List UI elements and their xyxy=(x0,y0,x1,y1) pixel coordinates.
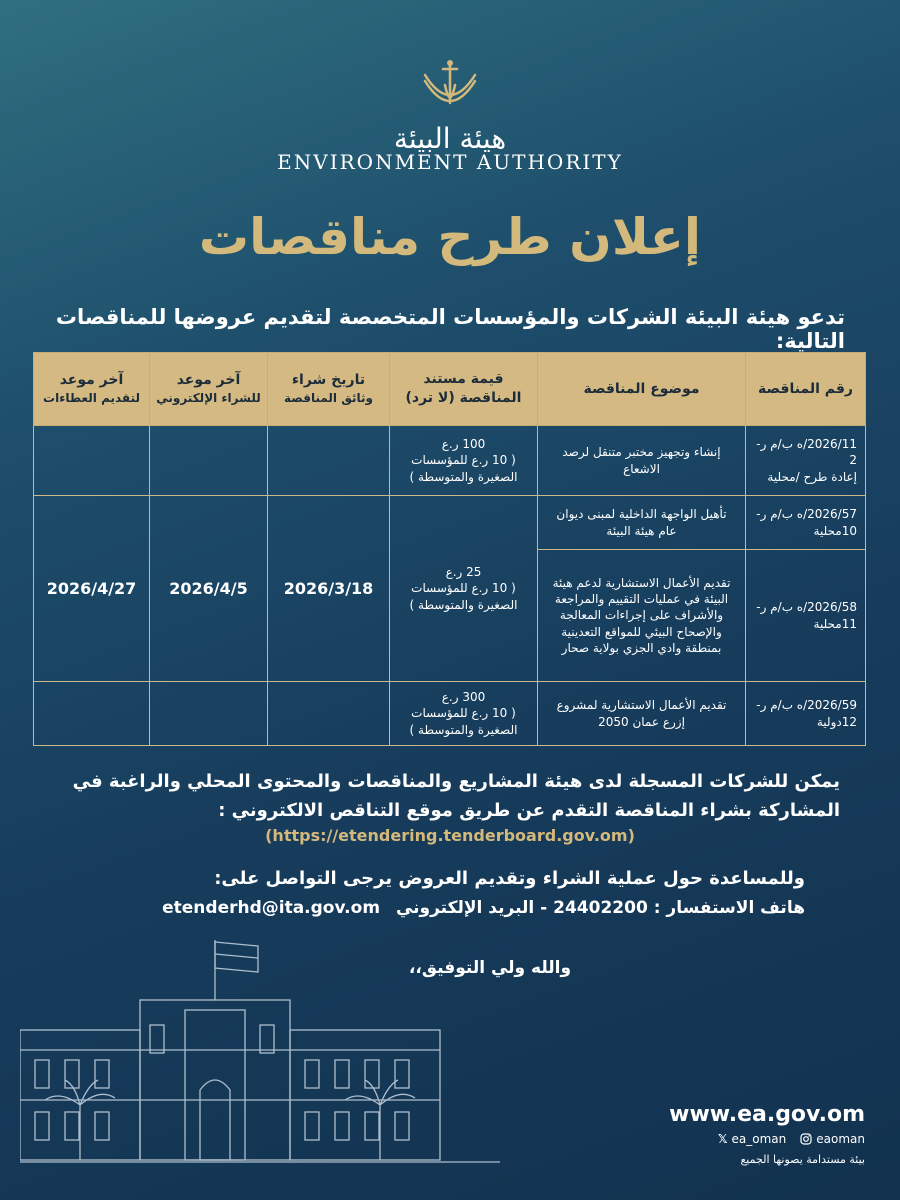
tender-number-line2: 12دولية xyxy=(816,714,857,729)
header-submit-line2: لتقديم العطاءات xyxy=(43,391,140,406)
tender-fee xyxy=(390,426,538,496)
tender-epurchase-date: 2026/4/5 xyxy=(150,496,268,682)
help-text: وللمساعدة حول عملية الشراء وتقديم العروض يرجى التواصل على: xyxy=(214,868,805,889)
tender-purchase-date xyxy=(268,426,390,496)
email-address[interactable]: etenderhd@ita.gov.om xyxy=(162,898,381,918)
header-fee xyxy=(390,353,538,426)
phone-label: هاتف الاستفسار : xyxy=(653,898,805,918)
registration-note: يمكن للشركات المسجلة لدى هيئة المشاريع والمناقصات والمحتوى المحلي والراغبة في المشاركة بشراء المناقصة التقدم عن طريق موقع التناقص الالكتروني : xyxy=(72,771,840,821)
tender-fee-shared xyxy=(390,496,538,682)
header-purchase xyxy=(268,353,390,426)
separator: - xyxy=(534,898,548,918)
table-row xyxy=(34,426,866,496)
header-submit-line1: آخر موعد xyxy=(59,372,124,389)
header-submit xyxy=(34,353,150,426)
x-handle-text: ea_oman xyxy=(731,1132,787,1146)
tender-epurchase-date xyxy=(150,682,268,746)
tender-fee-line1: 25 ر.ع xyxy=(445,565,482,580)
phone-number[interactable]: 24402200 xyxy=(553,898,648,918)
tender-epurchase-date xyxy=(150,426,268,496)
social-handles xyxy=(718,1132,865,1146)
contact-line xyxy=(85,898,805,918)
intro-text: تدعو هيئة البيئة الشركات والمؤسسات المتخصصة لتقديم عروضها للمناقصات التالية: xyxy=(55,305,845,353)
header-epurchase xyxy=(150,353,268,426)
page-title: إعلان طرح مناقصات xyxy=(198,208,702,266)
tenders-table xyxy=(33,352,866,746)
tender-fee-line2: ( 10 ر.ع للمؤسسات الصغيرة والمتوسطة ) xyxy=(409,453,518,484)
table-row xyxy=(34,682,866,746)
instagram-handle-text: eaoman xyxy=(816,1132,865,1146)
tender-number xyxy=(746,550,866,682)
tender-number xyxy=(746,426,866,496)
logo-arabic: هيئة البيئة xyxy=(393,122,507,155)
tender-number-line2: إعادة طرح /محلية xyxy=(767,469,857,484)
tender-subject: تأهيل الواجهة الداخلية لمبنى ديوان عام هيئة البيئة xyxy=(538,496,746,550)
instagram-handle[interactable] xyxy=(800,1132,865,1146)
header-number: رقم المناقصة xyxy=(746,353,866,426)
tender-fee xyxy=(390,682,538,746)
khanjar-emblem-icon xyxy=(0,55,900,129)
tender-number-line1: 2026/59/ه ب/م ر- xyxy=(756,698,857,713)
header-epurchase-line1: آخر موعد xyxy=(176,372,241,389)
website-link[interactable]: www.ea.gov.om xyxy=(669,1102,865,1127)
tender-fee-line2: ( 10 ر.ع للمؤسسات الصغيرة والمتوسطة ) xyxy=(409,706,518,737)
tender-number-line1: 2026/11/ه ب/م ر- 2 xyxy=(756,437,857,468)
tender-submit-date: 2026/4/27 xyxy=(34,496,150,682)
slogan: بيئة مستدامة يصونها الجميع xyxy=(740,1153,865,1166)
table-header-row xyxy=(34,353,866,426)
table-row xyxy=(34,496,866,550)
header-fee-line2: المناقصة (لا ترد) xyxy=(405,390,522,406)
tender-number-line2: 11محلية xyxy=(813,616,857,631)
tender-number xyxy=(746,682,866,746)
logo-english: ENVIRONMENT AUTHORITY xyxy=(277,150,623,174)
tender-submit-date xyxy=(34,426,150,496)
header-subject: موضوع المناقصة xyxy=(538,353,746,426)
x-icon: 𝕏 xyxy=(717,1132,728,1146)
tender-fee-line2: ( 10 ر.ع للمؤسسات الصغيرة والمتوسطة ) xyxy=(409,581,518,612)
tender-number xyxy=(746,496,866,550)
tender-submit-date xyxy=(34,682,150,746)
header-fee-line1: قيمة مستند xyxy=(423,371,504,388)
tender-fee-line1: 100 ر.ع xyxy=(441,437,486,452)
building-illustration xyxy=(20,940,580,1174)
x-handle[interactable] xyxy=(718,1132,786,1146)
etendering-link[interactable]: (https://etendering.tenderboard.gov.om) xyxy=(265,826,635,845)
header-purchase-line1: تاريخ شراء xyxy=(291,372,366,389)
header-epurchase-line2: للشراء الإلكتروني xyxy=(156,391,261,406)
tender-subject: إنشاء وتجهيز مختبر متنقل لرصد الاشعاع xyxy=(538,426,746,496)
tender-number-line1: 2026/57/ه ب/م ر- xyxy=(756,507,857,522)
tender-fee-line1: 300 ر.ع xyxy=(441,690,486,705)
tender-number-line2: 10محلية xyxy=(813,523,857,538)
tender-purchase-date xyxy=(268,682,390,746)
tender-subject: تقديم الأعمال الاستشارية لدعم هيئة البيئة في عمليات التقييم والمراجعة والأشراف على إجراءات المعالجة والإصحاح البيئي للمواقع التعدينية بمنطقة وادي الجزي بولاية صحار xyxy=(538,550,746,682)
email-label: البريد الإلكتروني xyxy=(395,898,535,918)
tender-purchase-date: 2026/3/18 xyxy=(268,496,390,682)
instagram-icon xyxy=(800,1133,812,1145)
tender-subject: تقديم الأعمال الاستشارية لمشروع إزرع عمان 2050 xyxy=(538,682,746,746)
header-purchase-line2: وثائق المناقصة xyxy=(284,391,373,406)
closing-text: والله ولي التوفيق،، xyxy=(408,958,572,978)
tender-number-line1: 2026/58/ه ب/م ر- xyxy=(756,600,857,615)
